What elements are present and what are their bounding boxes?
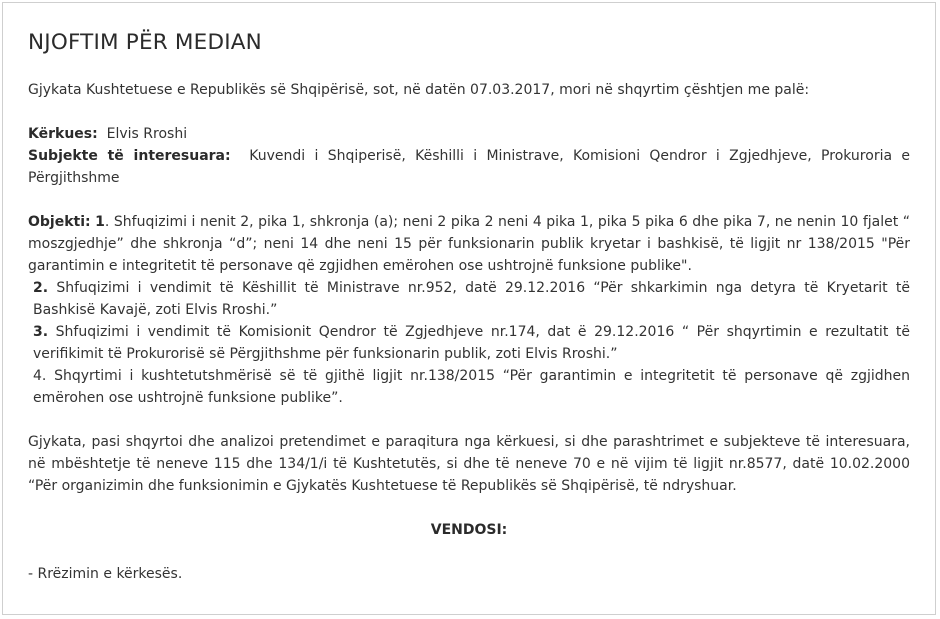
interested-parties-value: Kuvendi i Shqiperisë, Këshilli i Ministrave, Komisioni Qendror i Zgjedhjeve, Prokuroria e Përgjithshme <box>28 148 910 186</box>
spacer <box>28 409 910 431</box>
notice-panel <box>2 2 936 615</box>
applicant-value: Elvis Rroshi <box>106 126 188 142</box>
interested-parties-line <box>28 145 910 189</box>
page-title: NJOFTIM PËR MEDIAN <box>28 30 262 55</box>
decision-heading-text: VENDOSI: <box>430 522 508 538</box>
object-label: Objekti: <box>28 214 91 230</box>
object-item-number: 3. <box>33 324 49 340</box>
applicant-label: Kërkues: <box>28 126 98 142</box>
decision-text: - Rrëzimin e kërkesës. <box>28 566 183 582</box>
object-item-text: Shfuqizimi i vendimit të Komisionit Qendror të Zgjedhjeve nr.174, dat ë 29.12.2016 “ Për shqyrtimin e rezultatit të verifikimit të Prokurorisë së Përgjithshme për funksionarin publik, zoti Elvis Rroshi.” <box>33 324 910 362</box>
spacer <box>28 101 910 123</box>
intro-paragraph: Gjykata Kushtetuese e Republikës së Shqipërisë, sot, në datën 07.03.2017, mori në shqyrtim çështjen me palë: <box>28 82 810 98</box>
object-item <box>28 321 910 365</box>
applicant-line <box>28 123 910 145</box>
object-item-number: 2. <box>33 280 49 296</box>
object-item <box>28 365 910 409</box>
spacer <box>28 541 910 563</box>
spacer <box>28 189 910 211</box>
notice-content <box>28 30 910 585</box>
object-item-number: 4. <box>33 368 47 384</box>
court-paragraph: Gjykata, pasi shqyrtoi dhe analizoi pretendimet e paraqitura nga kërkuesi, si dhe parashtrimet e subjekteve të interesuara, në mbështetje të neneve 115 dhe 134/1/i të Kushtetutës, si dhe të neneve 70 e në vijim të ligjit nr.8577, datë 10.02.2000 “Për organizimin dhe funksionimin e Gjykatës Kushtetuese të Republikës së Shqipërisë, të ndryshuar. <box>28 434 910 494</box>
object-item <box>28 277 910 321</box>
object-item-text: . Shfuqizimi i nenit 2, pika 1, shkronja (a); neni 2 pika 2 neni 4 pika 1, pika 5 pika 6 dhe pika 7, ne nenin 10 fjalet “ moszgjedhje” dhe shkronja “d”; neni 14 dhe neni 15 për funksionarin publik kryetar i bashkisë, të ligjit nr 138/2015 "Për garantimin e integritetit të personave që zgjidhen emërohen ose ushtrojnë funksione publike". <box>28 214 910 274</box>
decision-heading <box>28 519 910 541</box>
interested-parties-label: Subjekte të interesuara: <box>28 148 231 164</box>
object-item-text: Shfuqizimi i vendimit të Këshillit të Ministrave nr.952, datë 29.12.2016 “Për shkarkimin nga detyra të Kryetarit të Bashkisë Kavajë, zoti Elvis Rroshi.” <box>33 280 910 318</box>
spacer <box>28 497 910 519</box>
object-item-number: 1 <box>95 214 105 230</box>
object-item <box>28 211 910 277</box>
object-item-text: Shqyrtimi i kushtetutshmërisë së të gjithë ligjit nr.138/2015 “Për garantimin e integritetit të personave që zgjidhen emërohen ose ushtrojnë funksione publike”. <box>33 368 910 406</box>
